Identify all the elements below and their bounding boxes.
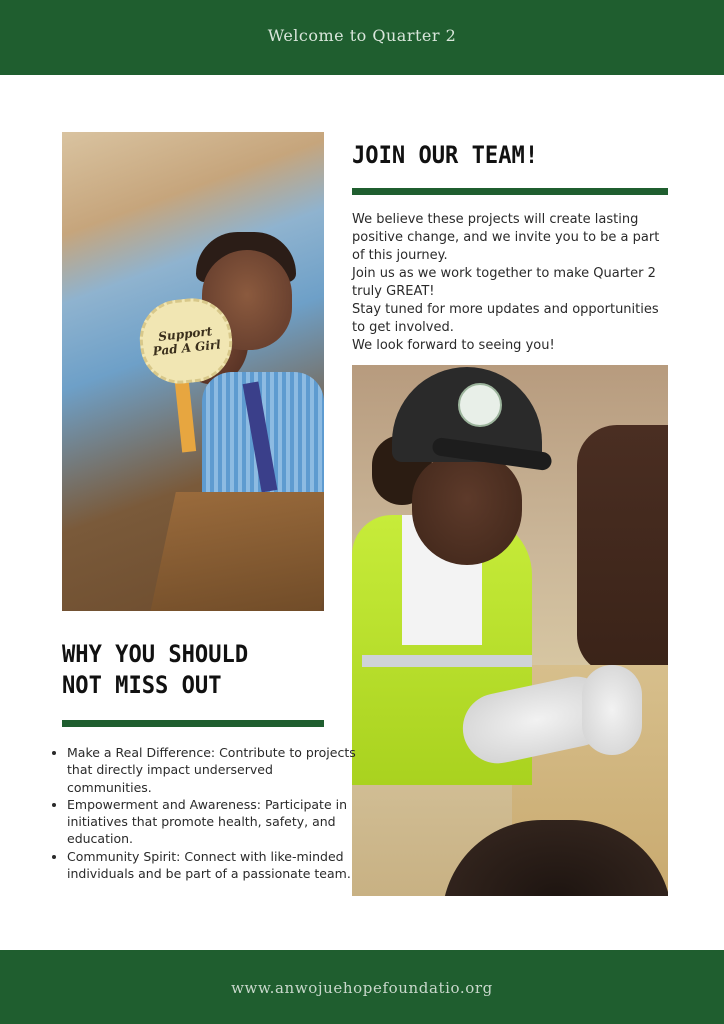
header-title: Welcome to Quarter 2: [267, 26, 457, 45]
photo-detail: [148, 492, 324, 611]
photo-detail: [412, 455, 522, 565]
join-body-text: [352, 211, 670, 355]
section-divider: [62, 720, 324, 727]
list-item: • Community Spirit: Connect with like-minded individuals and be part of a passionate team.: [67, 848, 357, 883]
benefits-list: [52, 744, 357, 882]
list-item: • Empowerment and Awareness: Participate in initiatives that promote health, safety, and education.: [67, 796, 357, 848]
why-not-miss-out-heading: WHY YOU SHOULD NOT MISS OUT: [62, 640, 249, 699]
join-paragraph: We believe these projects will create lasting positive change, and we invite you to be a part of this journey.: [352, 212, 660, 263]
join-paragraph: Stay tuned for more updates and opportunities to get involved.: [352, 302, 659, 335]
health-worker-photo: [352, 365, 668, 896]
sign-text: Support Pad A Girl: [152, 324, 222, 359]
list-item: • Make a Real Difference: Contribute to projects that directly impact underserved communities.: [67, 744, 357, 796]
photo-detail: [577, 425, 668, 675]
join-our-team-heading: JOIN OUR TEAM!: [352, 141, 539, 169]
website-link[interactable]: www.anwojuehopefoundatio.org: [231, 979, 493, 997]
join-paragraph: We look forward to seeing you!: [352, 338, 555, 353]
join-paragraph: Join us as we work together to make Quarter 2 truly GREAT!: [352, 266, 656, 299]
photo-detail: [582, 665, 642, 755]
cap-logo-icon: [458, 383, 502, 427]
page-footer: [0, 950, 724, 1024]
students-photo: [62, 132, 324, 611]
page-header: [0, 0, 724, 75]
photo-detail: [362, 655, 532, 667]
section-divider: [352, 188, 668, 195]
